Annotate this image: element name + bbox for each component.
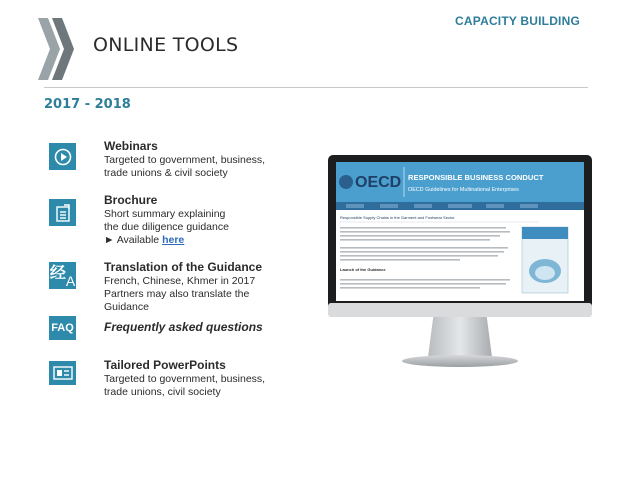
monitor-illustration — [324, 153, 596, 373]
page-title: ONLINE TOOLS — [93, 34, 239, 56]
screen-banner-line-2: OECD Guidelines for Multinational Enterprises — [408, 187, 519, 193]
play-icon — [49, 143, 76, 170]
translation-desc-line-3: Guidance — [104, 301, 149, 313]
powerpoints-desc-line-1: Targeted to government, business, — [104, 373, 266, 385]
faq-icon-label: FAQ — [51, 322, 74, 334]
screen-page-heading: Responsible Supply Chains in the Garment and Footwear Sector — [340, 215, 455, 220]
chevron-logo-icon — [38, 18, 76, 80]
translation-desc-line-1: French, Chinese, Khmer in 2017 — [104, 275, 256, 287]
screen-sub-heading: Launch of the Guidance — [340, 267, 386, 272]
brochure-title: Brochure — [104, 193, 158, 207]
available-prefix: ► Available — [104, 234, 163, 246]
faq-title: Frequently asked questions — [104, 320, 263, 334]
powerpoints-title: Tailored PowerPoints — [104, 358, 226, 372]
translate-icon: 经 A — [49, 263, 76, 289]
brochure-available — [104, 234, 294, 247]
powerpoints-desc-line-2: trade unions, civil society — [104, 386, 221, 398]
document-icon — [49, 199, 76, 226]
presentation-icon — [49, 361, 76, 385]
webinars-title: Webinars — [104, 139, 158, 153]
brochure-item — [104, 193, 294, 247]
year-range: 2017 - 2018 — [44, 97, 131, 112]
faq-item — [104, 320, 294, 335]
webinars-item — [104, 139, 294, 180]
brochure-link[interactable]: here — [162, 234, 185, 246]
screen-logo: OECD — [355, 174, 402, 191]
brochure-desc-line-1: Short summary explaining — [104, 208, 226, 220]
translate-glyph: 经 — [49, 263, 66, 282]
webinars-desc-line-1: Targeted to government, business, — [104, 154, 266, 166]
powerpoints-item — [104, 358, 294, 399]
section-tag: CAPACITY BUILDING — [455, 14, 580, 28]
faq-icon — [49, 316, 76, 340]
screen-banner-line-1: RESPONSIBLE BUSINESS CONDUCT — [408, 173, 544, 182]
brochure-desc-line-2: the due diligence guidance — [104, 221, 229, 233]
translation-item — [104, 260, 294, 314]
divider — [44, 87, 588, 88]
translation-title: Translation of the Guidance — [104, 260, 263, 274]
webinars-desc-line-2: trade unions & civil society — [104, 167, 228, 179]
translation-desc-line-2: Partners may also translate the — [104, 288, 250, 300]
